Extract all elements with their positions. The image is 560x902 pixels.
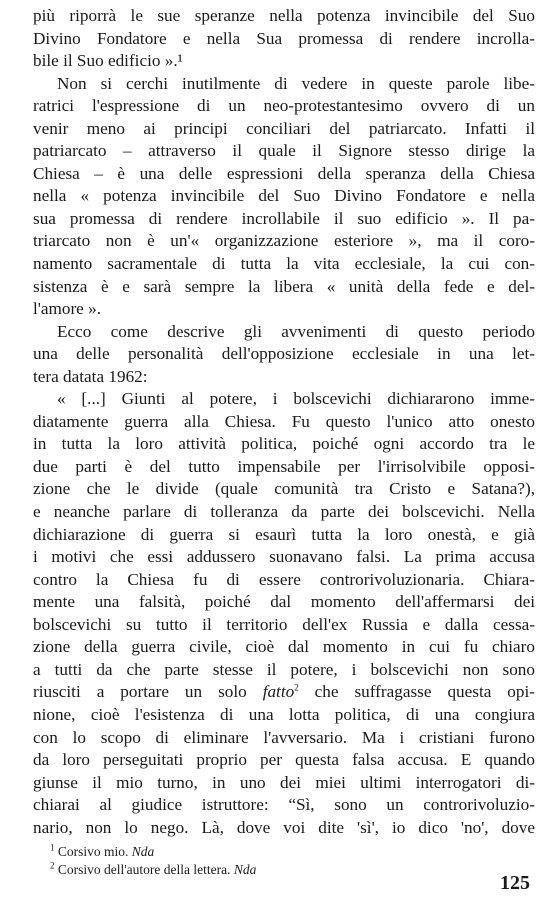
text-line: contro la Chiesa fu di essere controrivoluzionaria. Chiara- <box>33 569 535 589</box>
text-line: bolscevichi su tutto il territorio dell'ex Russia e dalla cessa- <box>33 614 535 634</box>
text-line: ratrici l'espressione di un neo-protestantesimo ovvero di un <box>33 96 535 116</box>
footnote-marker: 1 <box>50 842 55 853</box>
text-line: da loro perseguitati proprio per questa falsa accusa. E quando <box>33 750 535 770</box>
text-line: Ecco come descrive gli avvenimenti di questo periodo <box>57 321 535 341</box>
text-line: namento sacramentale di tutta la vita ecclesiale, la cui con- <box>33 254 535 274</box>
text-line: venir meno ai principi conciliari del patriarcato. Infatti il <box>33 118 535 138</box>
text-line: tera datata 1962: <box>33 366 148 386</box>
text-line: Divino Fondatore e nella Sua promessa di rendere incrolla- <box>33 28 535 48</box>
text-line: triarcato non è un'« organizzazione esteriore », ma il coro- <box>33 231 535 251</box>
body-text <box>33 5 535 839</box>
text-line: riusciti a portare un solo fatto$^2$ che suffragasse questa opi- <box>33 682 535 702</box>
text-line: dichiarazione di guerra si esaurì tutta la loro onestà, e già <box>33 524 535 544</box>
text-line: « [...] Giunti al potere, i bolscevichi dichiararono imme- <box>57 389 535 409</box>
text-line: diatamente guerra alla Chiesa. Fu questo l'unico atto onesto <box>33 411 535 431</box>
text-line: Chiesa – è una delle espressioni della speranza della Chiesa <box>33 163 535 183</box>
text-line: i motivi che essi addussero suonavano falsi. La prima accusa <box>33 547 535 567</box>
text-line: mente una falsità, poiché dal momento dell'affermarsi dei <box>33 592 535 612</box>
text-line: in tutta la loro attività politica, poiché ogni accordo tra le <box>33 434 535 454</box>
text-line: l'amore ». <box>33 299 102 319</box>
text-line: più riporrà le sue speranze nella potenza invincibile del Suo <box>33 6 535 25</box>
footnote-note: Nda <box>233 862 257 877</box>
text-line: e neanche parlare di tolleranza da parte dei bolscevichi. Nella <box>33 502 535 522</box>
footnote-text: Corsivo mio. <box>57 844 129 859</box>
text-line: zione che le divide (quale comunità tra Cristo e Satana?), <box>33 479 535 499</box>
text-line: sua promessa di rendere incrollabile il suo edificio ». Il pa- <box>33 208 535 228</box>
text-line: giunse il mio turno, in uno dei miei ultimi interrogatori di- <box>33 772 535 792</box>
text-line: Non si cerchi inutilmente di vedere in queste parole libe- <box>57 73 535 93</box>
text-line: zione della guerra civile, cioè dal momento in cui fu chiaro <box>33 637 535 657</box>
text-line: due parti è del tutto impensabile per l'irrisolvibile opposi- <box>33 456 535 476</box>
footnotes <box>50 843 256 879</box>
text-line: nione, cioè l'esistenza di una lotta politica, di una congiura <box>33 704 535 724</box>
text-line: nella « potenza invincibile del Suo Divino Fondatore e nella <box>33 186 535 206</box>
text-line: una delle personalità dell'opposizione ecclesiale in una let- <box>33 344 535 364</box>
page-number: 125 <box>500 872 530 894</box>
text-line: chiarai al giudice istruttore: “Sì, sono un controrivoluzio- <box>33 795 535 815</box>
footnote-marker: 2 <box>50 860 55 871</box>
footnote-2 <box>50 861 256 879</box>
footnote-note: Nda <box>131 844 155 859</box>
footnote-1 <box>50 843 256 861</box>
text-line: con lo scopo di eliminare l'avversario. Ma i cristiani furono <box>33 727 535 747</box>
footnote-text: Corsivo dell'autore della lettera. <box>57 862 231 877</box>
text-line: patriarcato – attraverso il quale il Signore stesso dirige la <box>33 141 535 161</box>
text-line: bile il Suo edificio ».¹ <box>33 51 183 71</box>
text-line: a tutti da che parte stesse il potere, i bolscevichi non sono <box>33 659 535 679</box>
text-line: sistenza è e sarà sempre la libera « unità della fede e del- <box>33 276 535 296</box>
text-line: nario, non lo nego. Là, dove voi dite 'sì', io dico 'no', dove <box>33 817 535 837</box>
